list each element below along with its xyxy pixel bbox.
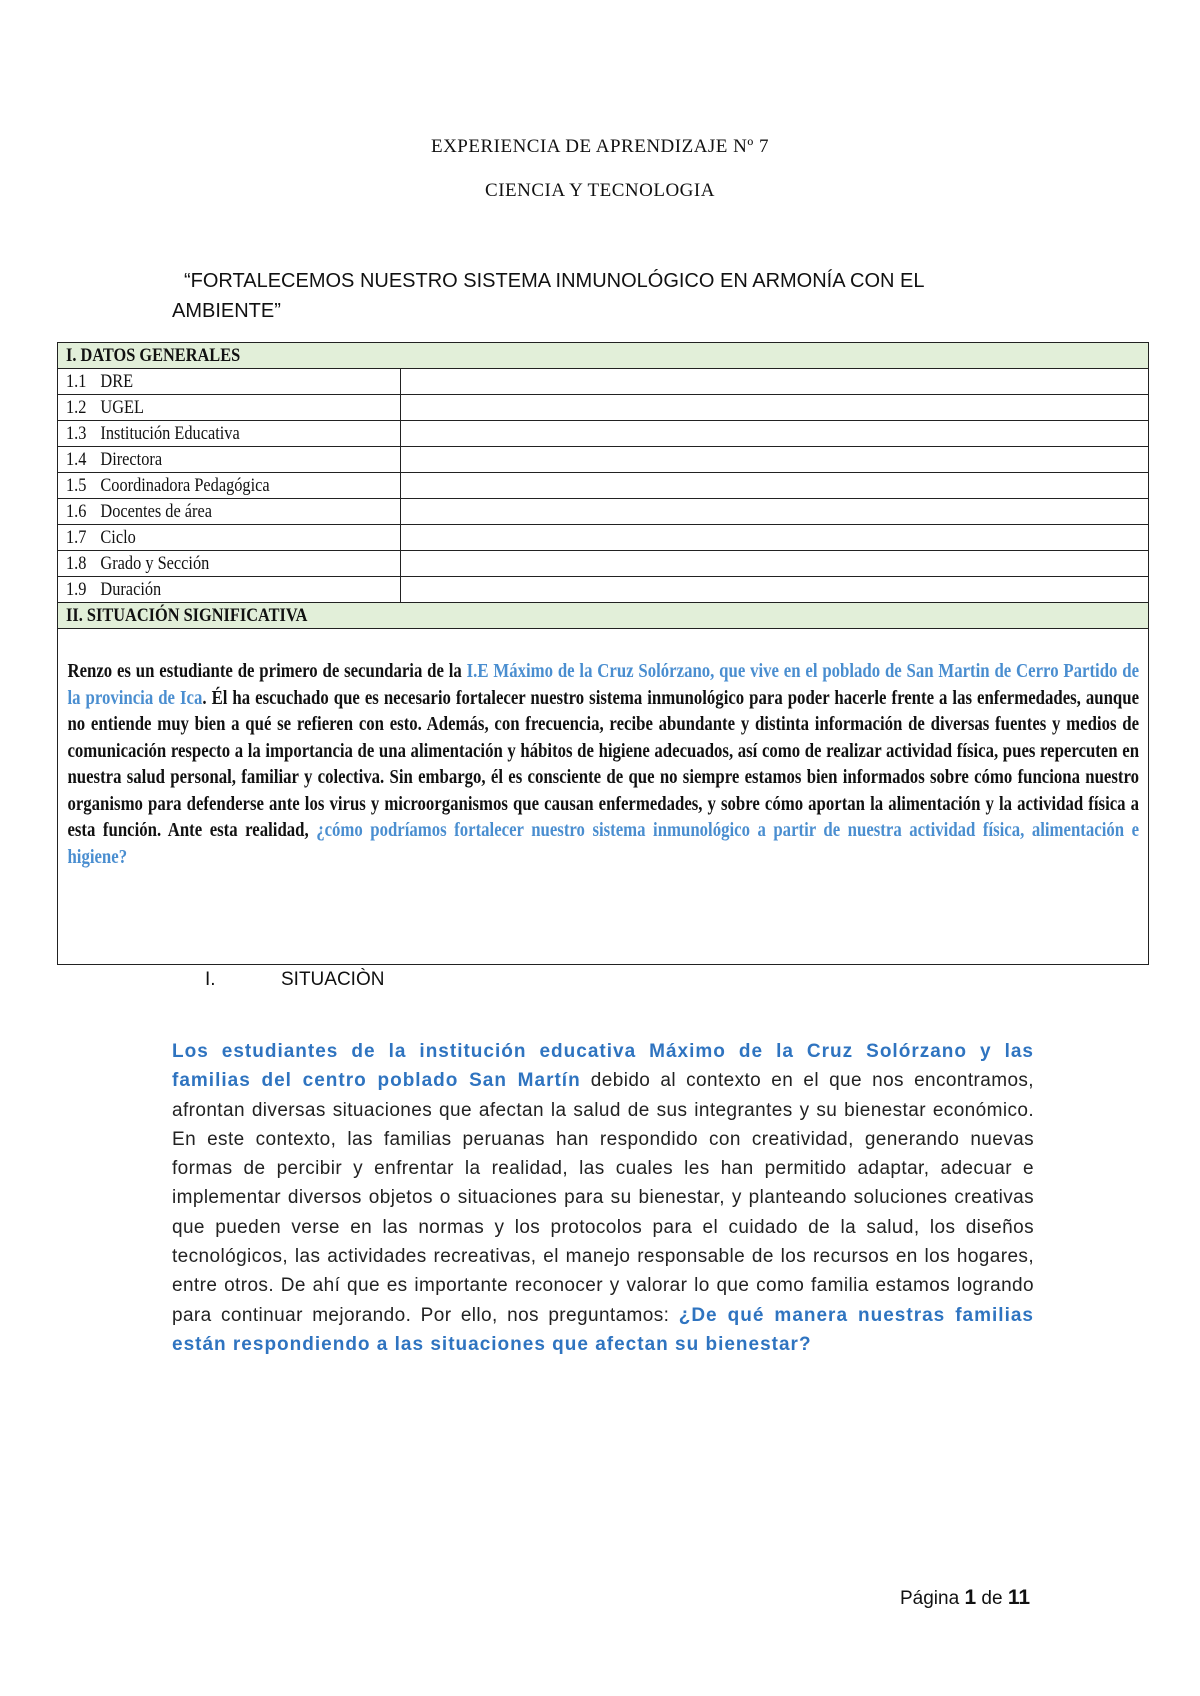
datos-generales-table (57, 342, 1149, 965)
row-label: 1.2 UGEL (58, 395, 401, 421)
row-value (401, 551, 1149, 577)
document-title (172, 266, 1072, 326)
row-value (401, 395, 1149, 421)
table-row (58, 551, 1149, 577)
row-label: 1.8 Grado y Sección (58, 551, 401, 577)
situacion-paragraph: Los estudiantes de la institución educativa Máximo de la Cruz Solórzano y las familias del centro poblado San Martín debido al contexto en el que nos encontramos, afrontan diversas situaciones que afectan la salud de sus integrantes y su bienestar económico. En este contexto, las familias peruanas han respondido con creatividad, generando nuevas formas de percibir y enfrentar la realidad, las cuales les han permitido adaptar, adecuar e implementar diversos objetos o situaciones para su bienestar, y planteando soluciones creativas que pueden verse en las normas y los protocolos para el cuidado de la salud, los diseños tecnológicos, las actividades recreativas, el manejo responsable de los recursos en los hogares, entre otros. De ahí que es importante reconocer y valorar lo que como familia estamos logrando para continuar mejorando. Por ello, nos preguntamos: ¿De qué manera nuestras familias están respondiendo a las situaciones que afectan su bienestar? (172, 1041, 1034, 1355)
guiding-question: ¿cómo podríamos fortalecer nuestro sistema inmunológico a partir de nuestra actividad física, alimentación e higiene? (67, 820, 1140, 868)
paragraph-question: ¿De qué manera nuestras familias están respondiendo a las situaciones que afectan su bienestar? (172, 1304, 1034, 1355)
row-value (401, 473, 1149, 499)
school-name-highlight: I.E Máximo de la Cruz Solórzano, que vive en el poblado de San Martin de Cerro Partido de la provincia de Ica (67, 661, 1140, 709)
row-label: 1.3 Institución Educativa (58, 421, 401, 447)
situacion-significativa-cell (58, 629, 1149, 965)
page-number: 1 (964, 1586, 977, 1609)
row-value (401, 369, 1149, 395)
row-label: 1.7 Ciclo (58, 525, 401, 551)
row-value (401, 447, 1149, 473)
title-line-2: AMBIENTE” (172, 300, 281, 322)
table-row (58, 447, 1149, 473)
page-total: 11 (1007, 1586, 1031, 1609)
situacion-significativa-heading: II. SITUACIÓN SIGNIFICATIVA (58, 603, 1149, 629)
page-footer: Página 1 de 11 (900, 1586, 1031, 1609)
row-label: 1.5 Coordinadora Pedagógica (58, 473, 401, 499)
situacion-section-heading (205, 969, 384, 991)
table-row (58, 369, 1149, 395)
table-row (58, 577, 1149, 603)
paragraph-lead: Los estudiantes de la institución educativa Máximo de la Cruz Solórzano y las familias del centro poblado San Martín (172, 1041, 1034, 1092)
table-row (58, 421, 1149, 447)
row-label: 1.6 Docentes de área (58, 499, 401, 525)
experience-heading: EXPERIENCIA DE APRENDIZAJE Nº 7 (430, 136, 770, 157)
row-value (401, 421, 1149, 447)
section-number: I. (205, 969, 216, 990)
situacion-significativa-text: Renzo es un estudiante de primero de secundaria de la I.E Máximo de la Cruz Solórzano, que vive en el poblado de San Martin de Cerro Partido de la provincia de Ica. Él ha escuchado que es necesario fortalecer nuestro sistema inmunológico para poder hacerle frente a las enfermedades, aunque no entiende muy bien a qué se refieren con esto. Además, con frecuencia, recibe abundante y distinta información de diversas fuentes y medios de comunicación respecto a la importancia de una alimentación y hábitos de higiene adecuados, así como de realizar actividad física, pues repercuten en nuestra salud personal, familiar y colectiva. Sin embargo, él es consciente de que no siempre estamos bien informados sobre cómo funciona nuestro organismo para defenderse ante los virus y microorganismos que causan enfermedades, y sobre cómo aportan la alimentación y la actividad física a esta función. Ante esta realidad, ¿cómo podríamos fortalecer nuestro sistema inmunológico a partir de nuestra actividad física, alimentación e higiene? (67, 661, 1140, 868)
row-label: 1.4 Directora (58, 447, 401, 473)
table-row (58, 499, 1149, 525)
row-value (401, 499, 1149, 525)
table-row (58, 525, 1149, 551)
datos-generales-heading: I. DATOS GENERALES (58, 343, 1149, 369)
row-label: 1.9 Duración (58, 577, 401, 603)
table-row (58, 473, 1149, 499)
section-title: SITUACIÒN (281, 969, 385, 990)
area-heading: CIENCIA Y TECNOLOGIA (485, 180, 715, 201)
row-value (401, 525, 1149, 551)
title-line-1: “FORTALECEMOS NUESTRO SISTEMA INMUNOLÓGICO EN ARMONÍA CON EL (184, 270, 925, 292)
row-label: 1.1 DRE (58, 369, 401, 395)
row-value (401, 577, 1149, 603)
table-row (58, 395, 1149, 421)
